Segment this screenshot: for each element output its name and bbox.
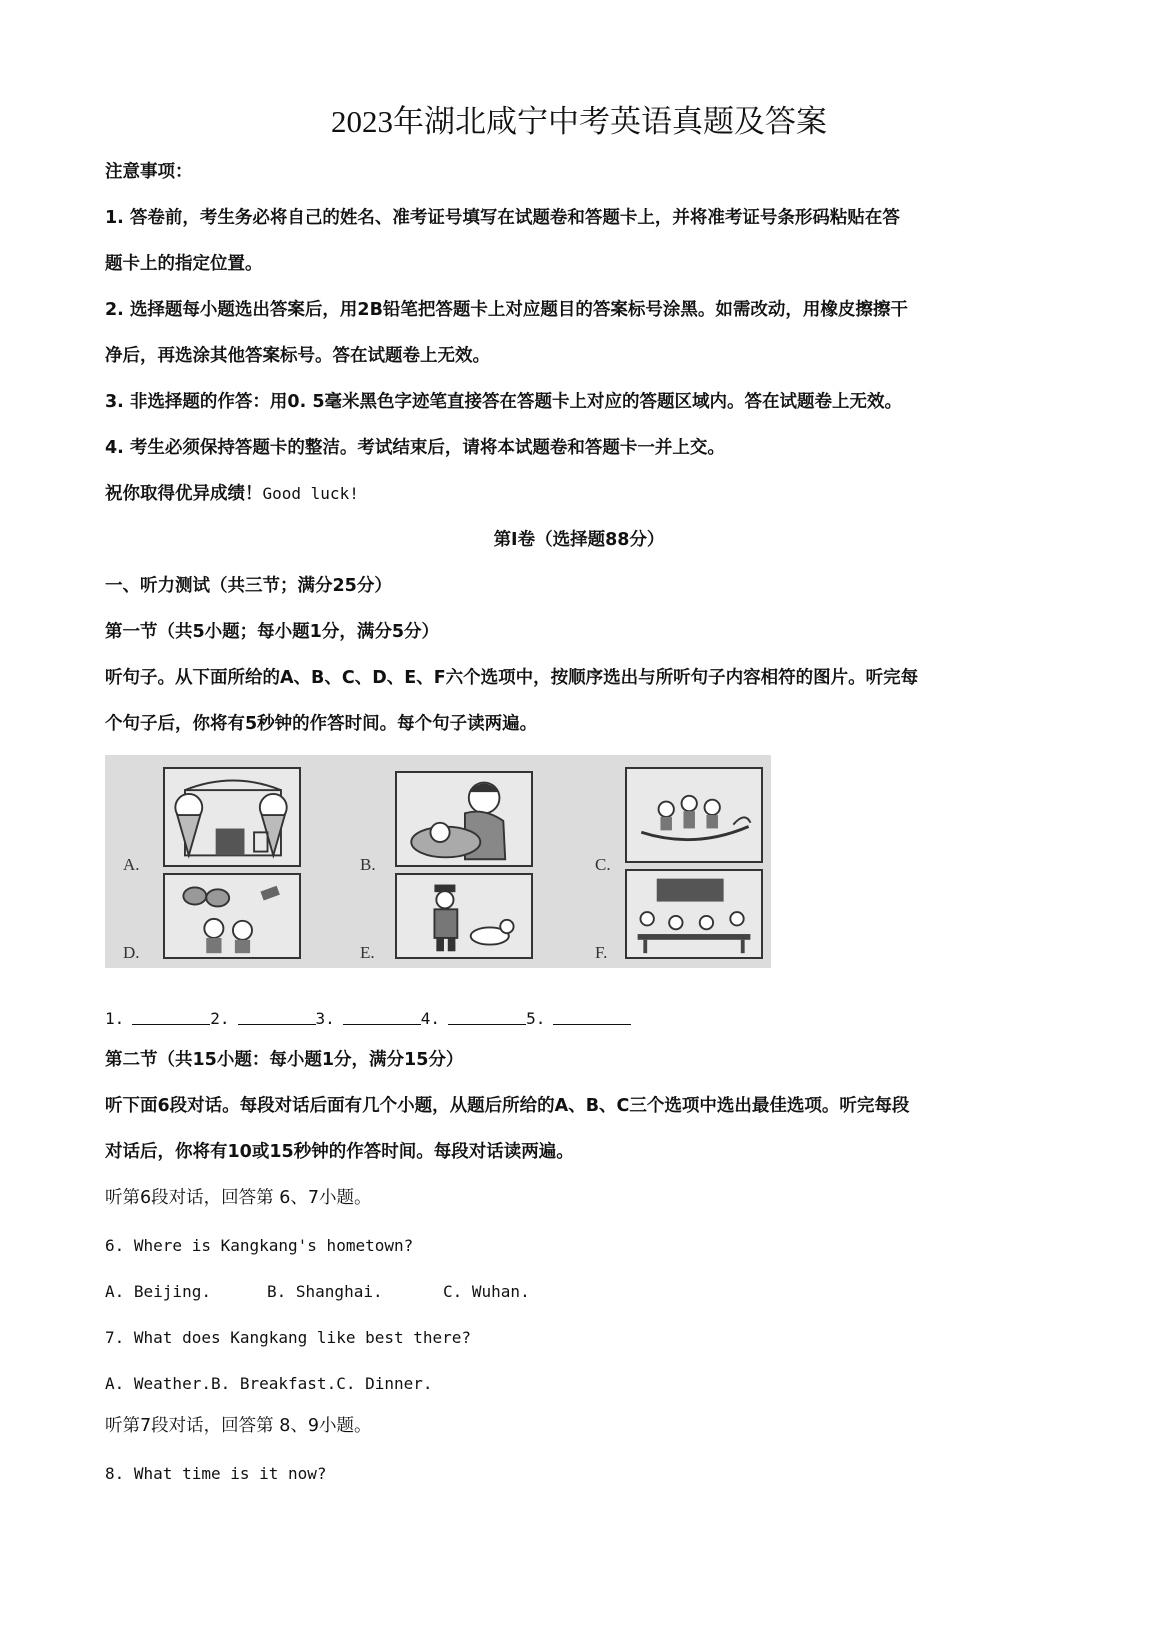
blank-num-3: 3. xyxy=(315,1009,335,1028)
blank-num-5: 5. xyxy=(526,1009,546,1028)
picture-label-f: F. xyxy=(595,943,608,962)
option-7c[interactable]: C. Dinner. xyxy=(336,1374,433,1393)
question-6: 6. Where is Kangkang's hometown? xyxy=(105,1236,414,1255)
part-heading: 第Ⅰ卷（选择题88分） xyxy=(493,530,665,550)
notice-line-3: 2. 选择题每小题选出答案后，用2B铅笔把答题卡上对应题目的答案标号涂黑。如需改动，用橡皮擦擦干 xyxy=(105,300,908,320)
sec1-instr-2: 个句子后，你将有5秒钟的作答时间。每个句子读两遍。 xyxy=(105,714,538,734)
classroom-icon xyxy=(627,871,761,957)
picture-e-police-dog xyxy=(395,873,533,959)
sec1-title: 第一节（共5小题；每小题1分，满分5分） xyxy=(105,622,440,642)
wish-en: Good luck! xyxy=(262,484,359,503)
picture-label-c: C. xyxy=(595,855,611,874)
sec2-instr-1: 听下面6段对话。每段对话后面有几个小题，从题后所给的A、B、C三个选项中选出最佳选项。听完每段 xyxy=(105,1096,910,1116)
option-6c[interactable]: C. Wuhan. xyxy=(443,1282,530,1301)
question-7-options xyxy=(105,1372,433,1396)
blank-num-1: 1. xyxy=(105,1009,125,1028)
picture-label-b: B. xyxy=(360,855,376,874)
question-7: 7. What does Kangkang like best there? xyxy=(105,1328,472,1347)
option-6a[interactable]: A. Beijing. xyxy=(105,1282,211,1301)
picture-options xyxy=(105,755,771,968)
person-icon xyxy=(397,773,531,865)
sec2-title: 第二节（共15小题：每小题1分，满分15分） xyxy=(105,1050,464,1070)
wish-line xyxy=(105,482,359,506)
blank-num-2: 2. xyxy=(210,1009,230,1028)
notice-line-6: 4. 考生必须保持答题卡的整洁。考试结束后，请将本试题卷和答题卡一并上交。 xyxy=(105,438,725,458)
picture-label-e: E. xyxy=(360,943,375,962)
boat-icon xyxy=(627,769,761,861)
dialog-6-heading: 听第6段对话，回答第 6、7小题。 xyxy=(105,1188,372,1208)
question-6-options xyxy=(105,1280,530,1304)
picture-d-children-lanterns xyxy=(163,873,301,959)
option-7b[interactable]: B. Breakfast. xyxy=(210,1374,337,1393)
answer-blank-1[interactable] xyxy=(132,1008,210,1025)
picture-c-dragon-boat xyxy=(625,767,763,863)
notice-line-5: 3. 非选择题的作答：用0. 5毫米黑色字迹笔直接答在答题卡上对应的答题区域内。答在试题卷上无效。 xyxy=(105,392,903,412)
answer-blank-4[interactable] xyxy=(448,1008,526,1025)
option-6b[interactable]: B. Shanghai. xyxy=(267,1282,383,1301)
answer-blank-5[interactable] xyxy=(553,1008,631,1025)
dialog-7-heading: 听第7段对话，回答第 8、9小题。 xyxy=(105,1416,372,1436)
option-7a[interactable]: A. Weather. xyxy=(105,1374,211,1393)
lantern-icon xyxy=(165,875,299,957)
wish-cn: 祝你取得优异成绩！ xyxy=(105,484,263,504)
notice-line-1: 1. 答卷前，考生务必将自己的姓名、准考证号填写在试题卷和答题卡上，并将准考证号条形码粘贴在答 xyxy=(105,208,900,228)
notice-heading: 注意事项： xyxy=(105,162,193,182)
page-title: 2023年湖北咸宁中考英语真题及答案 xyxy=(331,104,827,139)
answer-blank-3[interactable] xyxy=(343,1008,421,1025)
picture-b-mother-child xyxy=(395,771,533,867)
sec2-instr-2: 对话后，你将有10或15秒钟的作答时间。每段对话读两遍。 xyxy=(105,1142,574,1162)
ice-cream-icon xyxy=(165,769,299,865)
picture-label-d: D. xyxy=(123,943,140,962)
question-8: 8. What time is it now? xyxy=(105,1464,327,1483)
sec1-instr-1: 听句子。从下面所给的A、B、C、D、E、F六个选项中，按顺序选出与所听句子内容相符的图片。听完每 xyxy=(105,668,919,688)
notice-line-4: 净后，再选涂其他答案标号。答在试题卷上无效。 xyxy=(105,346,490,366)
picture-f-classroom xyxy=(625,869,763,959)
answer-blank-2[interactable] xyxy=(238,1008,316,1025)
notice-line-2: 题卡上的指定位置。 xyxy=(105,254,263,274)
blank-num-4: 4. xyxy=(420,1009,441,1028)
section-title: 一、听力测试（共三节；满分25分） xyxy=(105,576,392,596)
police-icon xyxy=(397,875,531,957)
picture-a-ice-cream-factory xyxy=(163,767,301,867)
answer-blanks xyxy=(105,1007,631,1031)
picture-label-a: A. xyxy=(123,855,140,874)
